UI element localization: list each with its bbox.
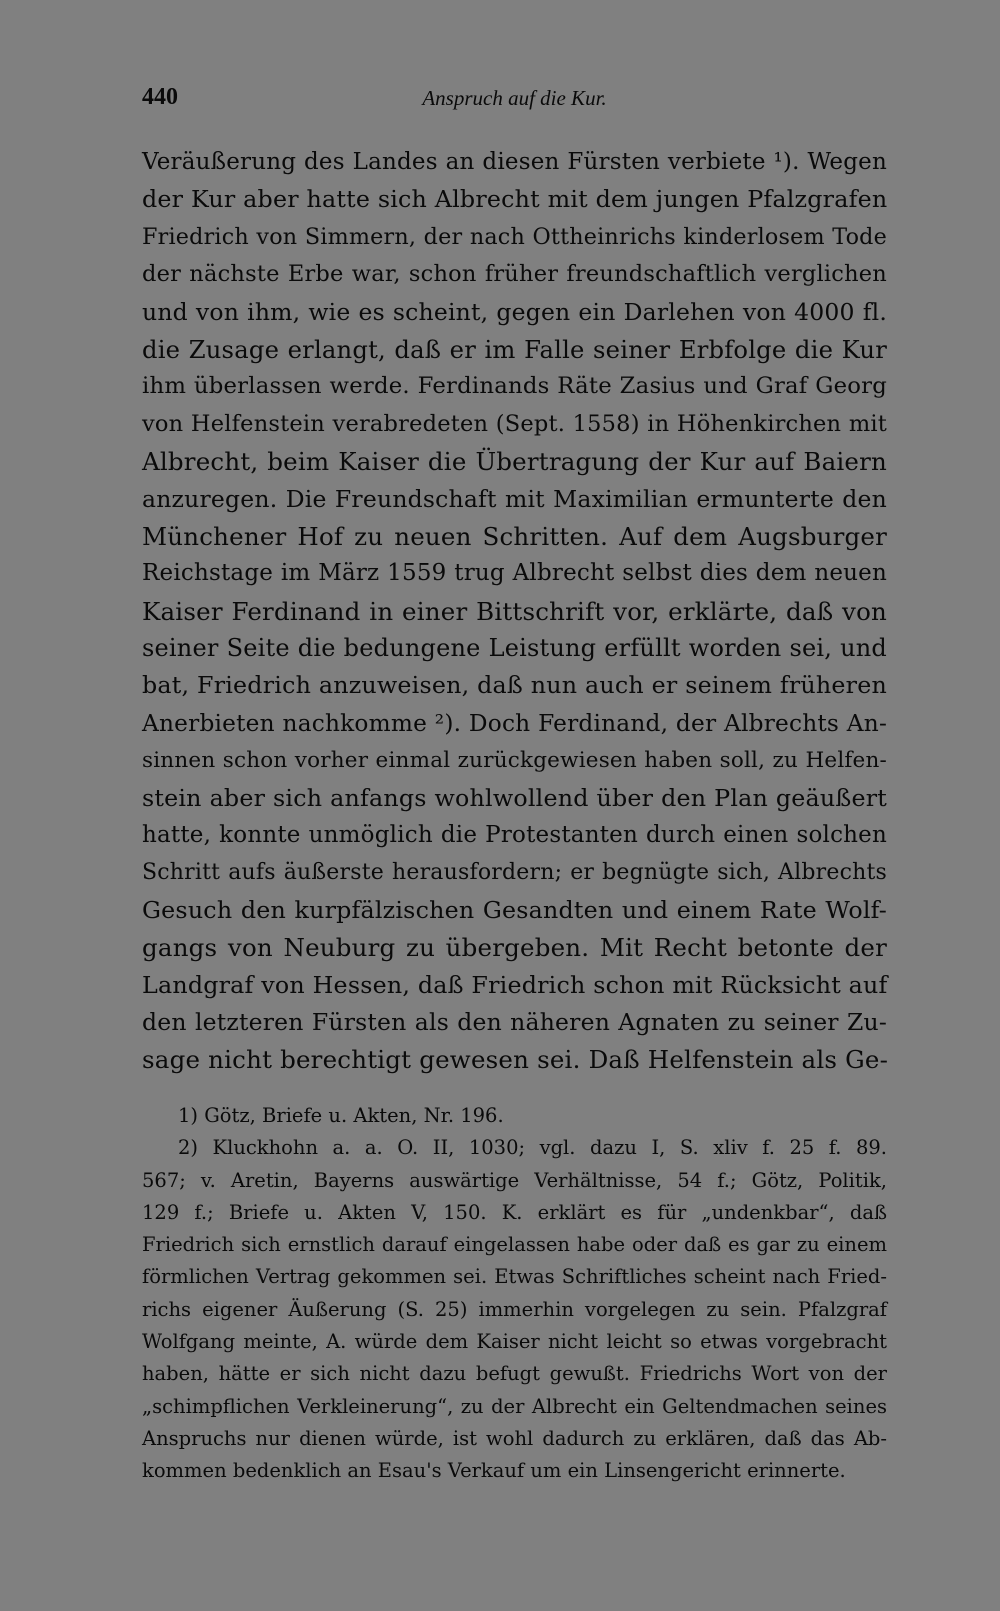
- body-line: und von ihm, wie es scheint, gegen ein Darlehen von 4000 fl.: [142, 297, 887, 326]
- body-line: der nächste Erbe war, schon früher freundschaftlich verglichen: [142, 261, 887, 288]
- footnote-line: haben, hätte er sich nicht dazu befugt gewußt. Friedrichs Wort von der: [142, 1362, 887, 1386]
- body-line: der Kur aber hatte sich Albrecht mit dem jungen Pfalzgrafen: [142, 185, 888, 214]
- footnote-line: kommen bedenklich an Esau's Verkauf um ein Linsengericht erinnerte.: [142, 1459, 846, 1483]
- footnote-line: 567; v. Aretin, Bayerns auswärtige Verhältnisse, 54 f.; Götz, Politik,: [142, 1168, 887, 1192]
- body-line: anzuregen. Die Freundschaft mit Maximilian ermunterte den: [142, 484, 887, 513]
- body-line: von Helfenstein verabredeten (Sept. 1558) in Höhenkirchen mit: [142, 410, 887, 437]
- body-line: Anerbieten nachkomme ²). Doch Ferdinand, der Albrechts An-: [142, 709, 887, 737]
- body-line: Landgraf von Hessen, daß Friedrich schon mit Rücksicht auf: [142, 970, 888, 999]
- body-text: [142, 144, 887, 1079]
- body-line: seiner Seite die bedungene Leistung erfüllt worden sei, und: [142, 634, 887, 663]
- body-line: Gesuch den kurpfälzischen Gesandten und einem Rate Wolf-: [142, 895, 887, 924]
- body-line: sinnen schon vorher einmal zurückgewiesen haben soll, zu Helfen-: [142, 748, 887, 774]
- body-line: Schritt aufs äußerste herausfordern; er begnügte sich, Albrechts: [142, 860, 887, 886]
- footnote-line: Anspruchs nur dienen würde, ist wohl dadurch zu erklären, daß das Ab-: [142, 1426, 887, 1450]
- footnote-line: 1) Götz, Briefe u. Akten, Nr. 196.: [178, 1104, 504, 1127]
- footnote-line: „schimpflichen Verkleinerung“, zu der Albrecht ein Geltendmachen seines: [142, 1394, 887, 1418]
- footnotes: [142, 1100, 887, 1488]
- body-line: Kaiser Ferdinand in einer Bittschrift vor, erklärte, daß von: [142, 596, 887, 626]
- footnote-line: richs eigener Äußerung (S. 25) immerhin vorgelegen zu sein. Pfalzgraf: [142, 1297, 887, 1321]
- footnote-line: 2) Kluckhohn a. a. O. II, 1030; vgl. dazu I, S. xliv f. 25 f. 89.: [178, 1136, 887, 1160]
- footnote-line: förmlichen Vertrag gekommen sei. Etwas Schriftliches scheint nach Fried-: [142, 1265, 887, 1289]
- body-line: hatte, konnte unmöglich die Protestanten durch einen solchen: [142, 822, 887, 849]
- footnote-line: Friedrich sich ernstlich darauf eingelassen habe oder daß es gar zu einem: [142, 1233, 887, 1257]
- page-header: [142, 84, 887, 124]
- body-line: Friedrich von Simmern, der nach Ottheinrichs kinderlosem Tode: [142, 223, 887, 250]
- body-line: Veräußerung des Landes an diesen Fürsten verbiete ¹). Wegen: [142, 149, 887, 175]
- body-line: ihm überlassen werde. Ferdinands Räte Zasius und Graf Georg: [142, 373, 887, 400]
- body-line: stein aber sich anfangs wohlwollend über den Plan geäußert: [142, 783, 887, 812]
- body-line: die Zusage erlangt, daß er im Falle seiner Erbfolge die Kur: [142, 334, 887, 364]
- footnote-line: Wolfgang meinte, A. würde dem Kaiser nicht leicht so etwas vorgebracht: [142, 1330, 887, 1354]
- body-line: Münchener Hof zu neuen Schritten. Auf dem Augsburger: [142, 521, 887, 551]
- page-number: 440: [142, 84, 178, 110]
- body-line: gangs von Neuburg zu übergeben. Mit Recht betonte der: [142, 933, 887, 963]
- body-line: den letzteren Fürsten als den näheren Agnaten zu seiner Zu-: [142, 1007, 887, 1036]
- footnote-line: 129 f.; Briefe u. Akten V, 150. K. erklärt es für „undenkbar“, daß: [142, 1200, 887, 1224]
- running-title: Anspruch auf die Kur.: [422, 86, 607, 110]
- body-line: Albrecht, beim Kaiser die Übertragung der Kur auf Baiern: [142, 447, 887, 477]
- body-line: Reichstage im März 1559 trug Albrecht selbst dies dem neuen: [142, 560, 887, 587]
- body-line: bat, Friedrich anzuweisen, daß nun auch er seinem früheren: [142, 671, 887, 700]
- body-line: sage nicht berechtigt gewesen sei. Daß Helfenstein als Ge-: [142, 1045, 889, 1075]
